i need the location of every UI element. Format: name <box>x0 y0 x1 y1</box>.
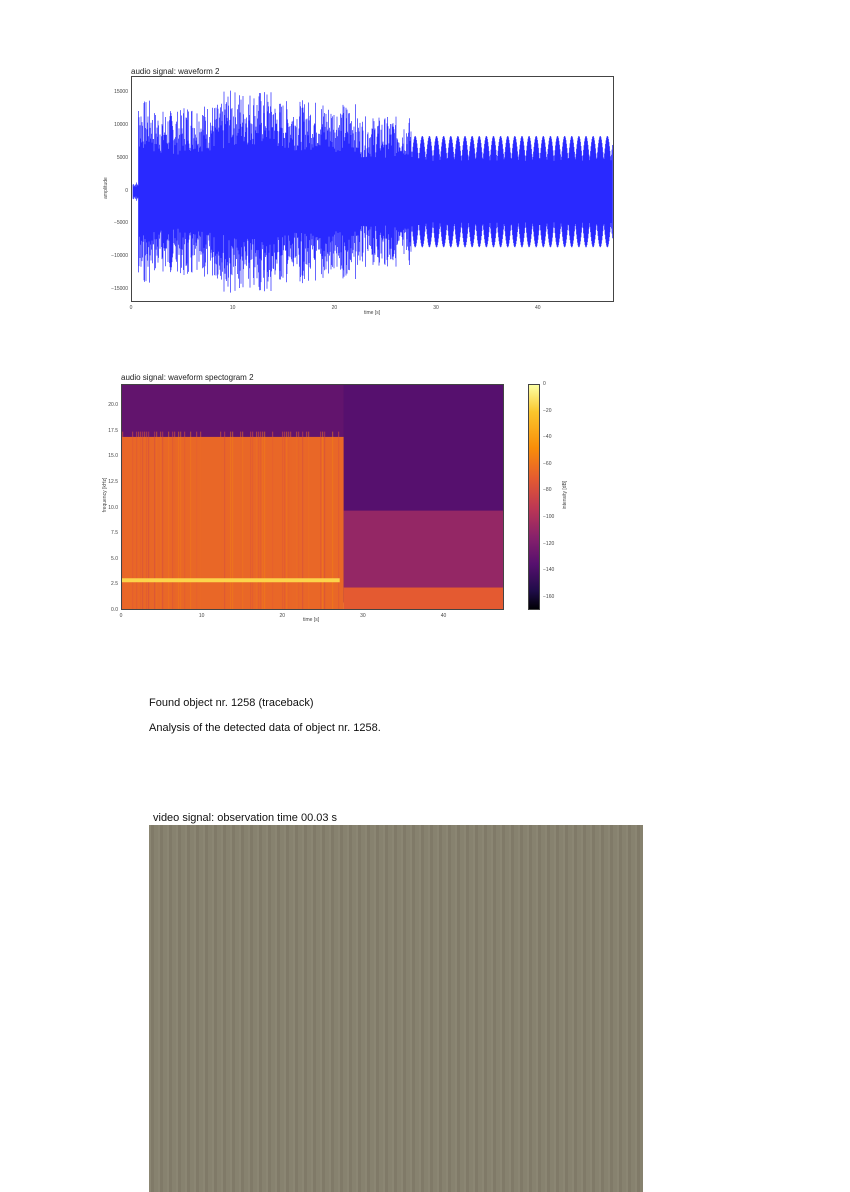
colorbar-tick-label: −80 <box>543 487 552 494</box>
spectrogram-y-tick-label: 20.0 <box>108 402 118 408</box>
video-title: video signal: observation time 00.03 s <box>153 812 338 824</box>
spectrogram-streak <box>232 432 233 610</box>
spectrogram-streak <box>306 432 307 610</box>
spectrogram-streak <box>264 432 265 610</box>
spectrogram-streak <box>168 432 169 610</box>
spectrogram-region <box>344 385 504 511</box>
spectrogram-streak <box>308 432 309 610</box>
spectrogram-streak <box>142 432 143 610</box>
spectrogram-streak <box>148 432 149 610</box>
spectrogram-streak <box>286 432 287 610</box>
waveform-x-tick-label: 40 <box>534 305 541 311</box>
spectrogram-band <box>122 578 340 582</box>
colorbar-tick-label: −160 <box>543 593 555 600</box>
spectrogram-streak <box>144 432 145 610</box>
spectrogram-y-tick-label: 2.5 <box>111 581 118 588</box>
spectrogram-streak <box>196 432 197 610</box>
colorbar-tick-label: −20 <box>543 407 552 414</box>
colorbar-tick-label: −120 <box>543 540 555 547</box>
spectrogram-streak <box>172 432 173 610</box>
waveform-x-tick-label: 30 <box>433 305 439 311</box>
waveform-chart <box>132 77 614 302</box>
spectrogram-streak <box>262 432 263 610</box>
spectrogram-streak <box>190 432 191 610</box>
spectrogram-streak <box>296 432 297 610</box>
spectrogram-chart <box>122 385 504 610</box>
waveform-plot-area <box>131 76 614 302</box>
analysis-text: Analysis of the detected data of object nr. 1258. <box>149 722 381 734</box>
spectrogram-streak <box>290 432 291 610</box>
spectrogram-streak <box>160 432 161 610</box>
spectrogram-streak <box>260 432 261 610</box>
spectrogram-ylabel: frequency [kHz] <box>102 477 108 513</box>
spectrogram-streak <box>252 432 253 610</box>
spectrogram-y-tick-label: 5.0 <box>111 555 118 562</box>
spectrogram-region <box>344 587 504 610</box>
spectrogram-x-tick-label: 40 <box>440 613 447 619</box>
spectrogram-streak <box>146 432 147 610</box>
spectrogram-x-tick-label: 30 <box>360 613 366 619</box>
waveform-x-tick-label: 0 <box>129 305 133 311</box>
colorbar-tick-label: −40 <box>543 434 552 441</box>
spectrogram-streak <box>224 432 225 610</box>
spectrogram-streak <box>272 432 273 610</box>
waveform-y-tick-label: −10000 <box>111 253 128 260</box>
spectrogram-y-tick-label: 15.0 <box>108 453 118 460</box>
spectrogram-streak <box>284 432 285 610</box>
waveform-y-tick-label: −5000 <box>113 220 128 227</box>
spectrogram-x-tick-label: 0 <box>119 613 123 619</box>
waveform-y-tick-label: 0 <box>125 187 128 194</box>
spectrogram-streak <box>138 432 139 610</box>
spectrogram-x-tick-label: 10 <box>198 613 205 619</box>
spectrogram-streak <box>240 432 241 610</box>
spectrogram-streak <box>282 432 283 610</box>
spectrogram-streak <box>256 432 257 610</box>
spectrogram-streak <box>288 432 289 610</box>
colorbar-tick-label: 0 <box>543 381 546 387</box>
waveform-y-tick-label: 5000 <box>116 154 128 161</box>
waveform-series <box>133 91 613 293</box>
waveform-ylabel: amplitude <box>103 177 109 199</box>
spectrogram-streak <box>200 432 201 610</box>
spectrogram-title: audio signal: waveform spectogram 2 <box>121 373 254 382</box>
spectrogram-colorbar <box>528 384 540 610</box>
waveform-y-tick-label: 10000 <box>114 122 128 129</box>
spectrogram-streak <box>174 432 175 610</box>
spectrogram-streak <box>298 432 299 610</box>
spectrogram-streak <box>258 432 259 610</box>
spectrogram-region <box>122 385 344 437</box>
spectrogram-streak <box>320 432 321 610</box>
spectrogram-streak <box>220 432 221 610</box>
colorbar-tick-label: −100 <box>543 513 555 520</box>
spectrogram-cells <box>122 385 504 610</box>
spectrogram-streak <box>156 432 157 610</box>
spectrogram-streak <box>250 432 251 610</box>
spectrogram-streak <box>140 432 141 610</box>
spectrogram-streak <box>132 432 133 610</box>
colorbar-tick-label: −140 <box>543 567 555 574</box>
spectrogram-xlabel: time [s] <box>303 617 320 623</box>
spectrogram-streak <box>180 432 181 610</box>
waveform-xlabel: time [s] <box>364 310 381 316</box>
found-object-text: Found object nr. 1258 (traceback) <box>149 697 314 709</box>
spectrogram-streak <box>122 432 123 610</box>
spectrogram-streak <box>162 432 163 610</box>
waveform-x-tick-label: 20 <box>331 305 338 311</box>
waveform-title: audio signal: waveform 2 <box>131 67 220 76</box>
spectrogram-streak <box>324 432 325 610</box>
spectrogram-streak <box>184 432 185 610</box>
waveform-y-tick-label: 15000 <box>114 89 128 96</box>
spectrogram-y-tick-label: 7.5 <box>111 530 118 537</box>
spectrogram-region <box>344 511 504 588</box>
spectrogram-y-tick-label: 12.5 <box>108 478 118 485</box>
spectrogram-streak <box>136 432 137 610</box>
spectrogram-streak <box>302 432 303 610</box>
spectrogram-streak <box>338 432 339 610</box>
colorbar-label: intensity [dB] <box>562 480 568 510</box>
spectrogram-streak <box>332 432 333 610</box>
spectrogram-y-tick-label: 17.5 <box>108 427 118 434</box>
spectrogram-streak <box>230 432 231 610</box>
spectrogram-streak <box>154 432 155 610</box>
spectrogram-y-tick-label: 0.0 <box>111 607 118 613</box>
waveform-x-tick-label: 10 <box>229 305 236 311</box>
colorbar-tick-label: −60 <box>543 460 552 467</box>
spectrogram-y-tick-label: 10.0 <box>108 504 118 511</box>
spectrogram-streak <box>242 432 243 610</box>
waveform-y-tick-label: −15000 <box>111 285 128 292</box>
spectrogram-plot-area <box>121 384 504 610</box>
spectrogram-streak <box>322 432 323 610</box>
spectrogram-x-tick-label: 20 <box>279 613 286 619</box>
video-frame <box>149 825 643 1192</box>
spectrogram-streak <box>178 432 179 610</box>
